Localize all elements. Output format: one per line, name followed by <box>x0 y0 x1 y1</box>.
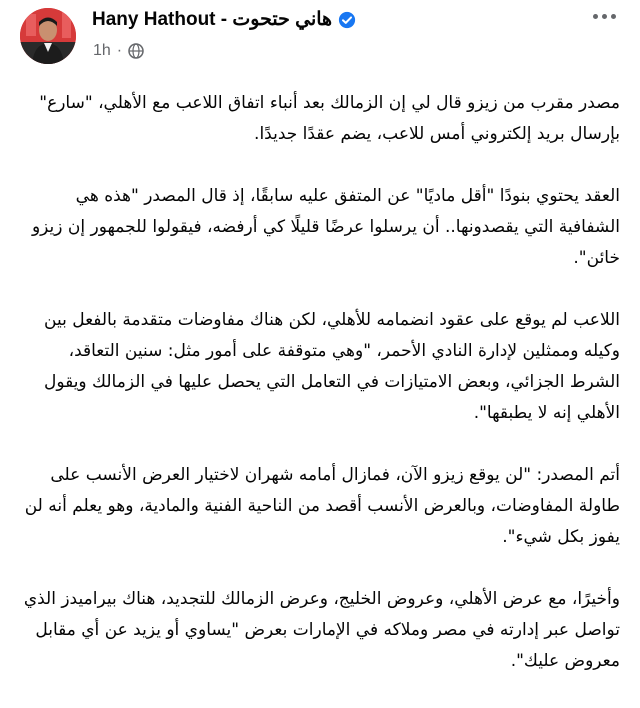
post-meta <box>93 42 144 60</box>
meta-separator: · <box>116 42 123 59</box>
post-time[interactable]: 1h <box>93 42 111 59</box>
verified-badge-icon <box>338 11 356 29</box>
post-paragraph: العقد يحتوي بنودًا "أقل ماديًا" عن المتفق عليه سابقًا، إذ قال المصدر "هذه هي الشفافية التي يقصدونها.. أن يرسلوا عرضًا قليلًا كي أرفضه، فيقولوا للجمهور إن زيزو خائن". <box>31 186 620 268</box>
post-paragraph: مصدر مقرب من زيزو قال لي إن الزمالك بعد أنباء اتفاق اللاعب مع الأهلي، "سارع" بإرسال بريد إلكتروني أمس للاعب، يضم عقدًا جديدًا. <box>39 93 620 144</box>
post-paragraph: اللاعب لم يوقع على عقود انضمامه للأهلي، لكن هناك مفاوضات متقدمة بالفعل بين وكيله وممثلين لإدارة النادي الأحمر، "وهي متوقفة على أمور مثل: سنين التعاقد، الشرط الجزائي، وبعض الامتيازات في التعامل التي يحصل عليها في الزمالك ويقول الأهلي إنه لا يطبقها". <box>43 310 620 423</box>
more-dot <box>593 14 598 19</box>
author-avatar[interactable] <box>20 8 76 64</box>
author-name-line <box>92 8 356 31</box>
profile-photo <box>20 8 76 64</box>
more-options-icon[interactable] <box>593 14 616 19</box>
post-paragraph: أتم المصدر: "لن يوقع زيزو الآن، فمازال أمامه شهران لاختيار العرض الأنسب على طاولة المفاوضات، وبالعرض الأنسب أقصد من الناحية الفنية والمادية، وهو يعلم أنه لن يفوز بكل شيء". <box>24 465 620 547</box>
more-dot <box>611 14 616 19</box>
post-header <box>0 0 640 80</box>
post-body <box>20 88 620 708</box>
globe-icon[interactable] <box>128 43 144 59</box>
more-dot <box>602 14 607 19</box>
post-paragraph: وأخيرًا، مع عرض الأهلي، وعروض الخليج، وعرض الزمالك للتجديد، هناك بيراميدز الذي تواصل عبر إدارته في مصر وملاكه في الإمارات بعرض "يساوي أو يزيد عن أي مقابل معروض عليك". <box>23 589 620 671</box>
author-name[interactable]: Hany Hathout - هاني حتحوت <box>92 9 333 30</box>
